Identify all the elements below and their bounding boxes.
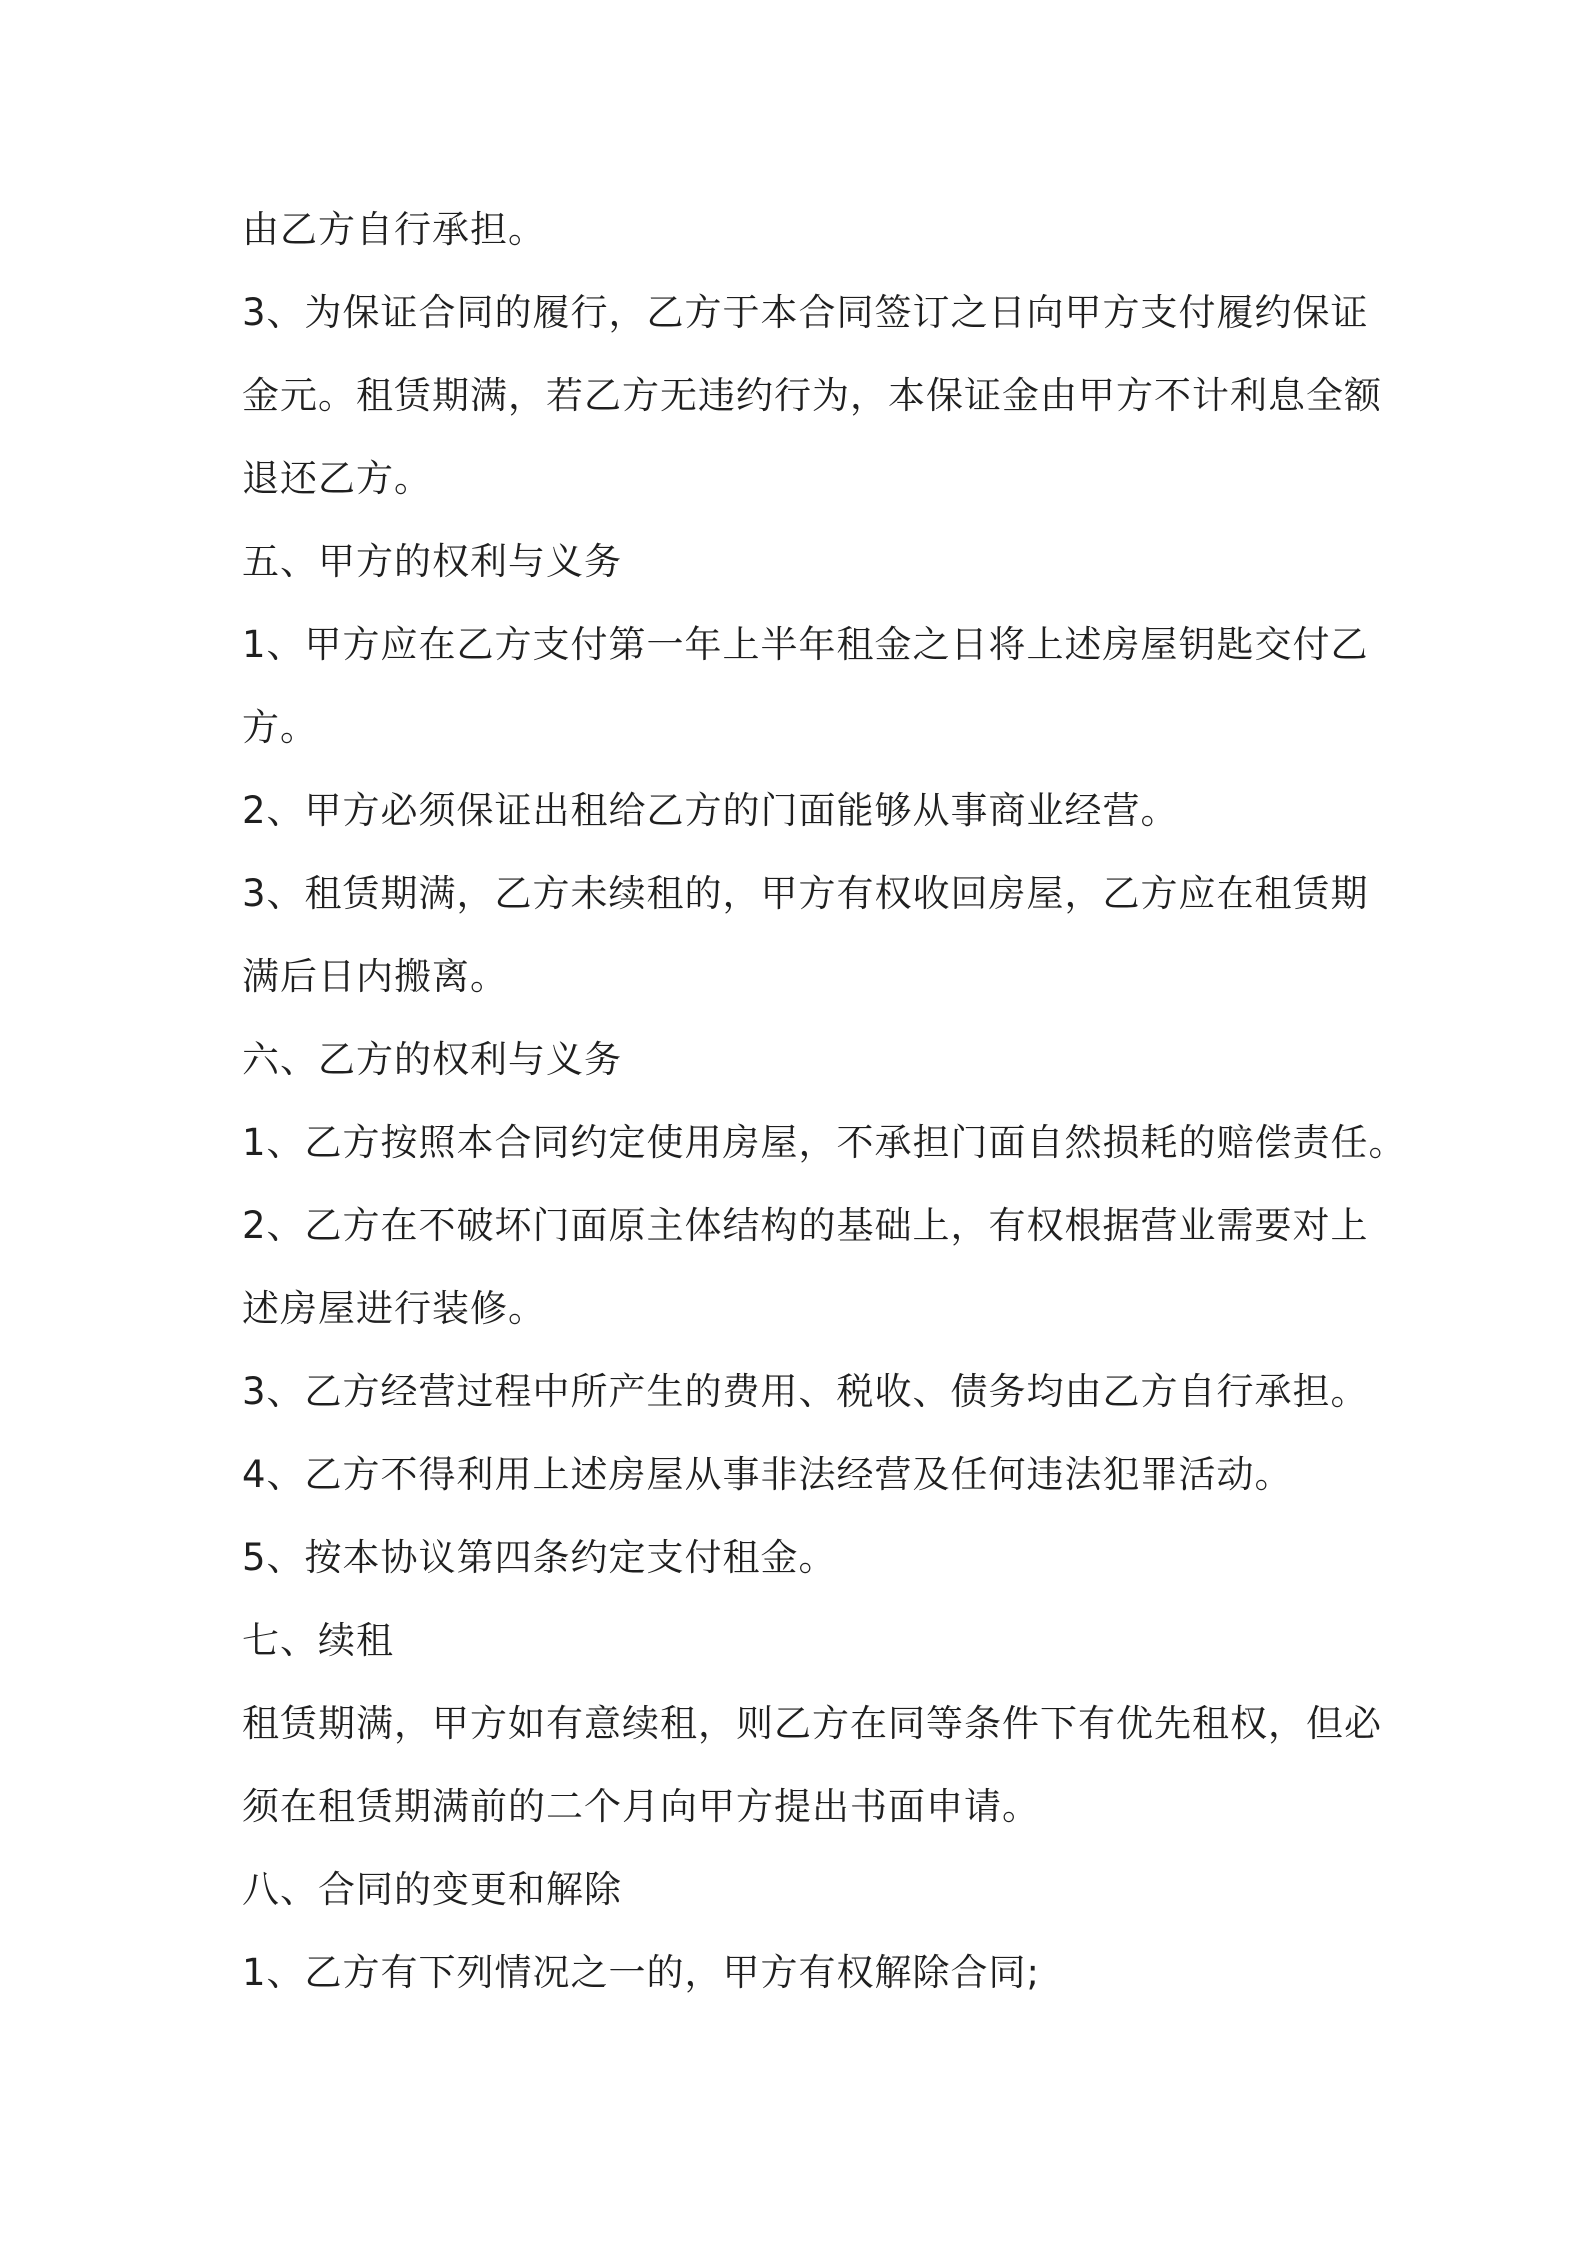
text-line: 3、乙方经营过程中所产生的费用、税收、债务均由乙方自行承担。: [242, 1370, 1369, 1413]
section-heading: 五、甲方的权利与义务: [242, 540, 622, 583]
text-line: 方。: [242, 706, 318, 749]
section-heading: 六、乙方的权利与义务: [242, 1038, 622, 1081]
text-line: 2、乙方在不破坏门面原主体结构的基础上，有权根据营业需要对上: [242, 1204, 1369, 1247]
text-line: 满后日内搬离。: [242, 955, 508, 998]
text-line: 2、甲方必须保证出租给乙方的门面能够从事商业经营。: [242, 789, 1179, 832]
text-line: 金元。租赁期满，若乙方无违约行为，本保证金由甲方不计利息全额: [242, 374, 1382, 417]
text-line: 3、租赁期满，乙方未续租的，甲方有权收回房屋，乙方应在租赁期: [242, 872, 1369, 915]
text-line: 4、乙方不得利用上述房屋从事非法经营及任何违法犯罪活动。: [242, 1453, 1293, 1496]
section-heading: 八、合同的变更和解除: [242, 1868, 622, 1911]
text-line: 须在租赁期满前的二个月向甲方提出书面申请。: [242, 1785, 1040, 1828]
text-line: 1、乙方按照本合同约定使用房屋，不承担门面自然损耗的赔偿责任。: [242, 1121, 1407, 1164]
text-line: 租赁期满，甲方如有意续租，则乙方在同等条件下有优先租权，但必: [242, 1702, 1382, 1745]
text-line: 3、为保证合同的履行，乙方于本合同签订之日向甲方支付履约保证: [242, 291, 1369, 334]
text-line: 由乙方自行承担。: [242, 208, 546, 251]
text-line: 述房屋进行装修。: [242, 1287, 546, 1330]
text-line: 退还乙方。: [242, 457, 432, 500]
section-heading: 七、续租: [242, 1619, 394, 1662]
text-line: 5、按本协议第四条约定支付租金。: [242, 1536, 837, 1579]
text-line: 1、乙方有下列情况之一的，甲方有权解除合同;: [242, 1951, 1041, 1994]
text-line: 1、甲方应在乙方支付第一年上半年租金之日将上述房屋钥匙交付乙: [242, 623, 1369, 666]
